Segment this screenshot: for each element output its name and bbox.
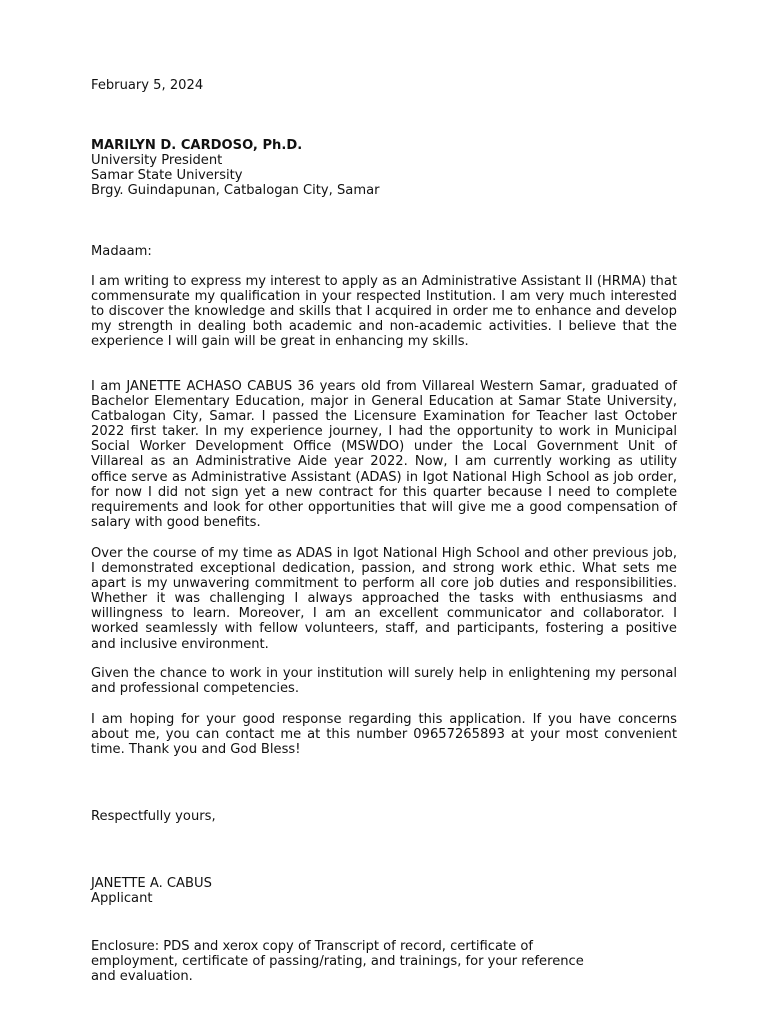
enclosure-line: employment, certificate of passing/rating, and trainings, for your reference [91, 954, 584, 970]
body-paragraph-2: I am JANETTE ACHASO CABUS 36 years old from Villareal Western Samar, graduated of Bachelor Elementary Education, major in General Education at Samar State University, Catbalogan City, Samar. I passed the Licensure Examination for Teacher last October 2022 first taker. In my experience journey, I had the opportunity to work in Municipal Social Worker Development Office (MSWDO) under the Local Government Unit of Villareal as an Administrative Aide year 2022. Now, I am currently working as utility office serve as Administrative Assistant (ADAS) in Igot National High School as job order, for now I did not sign yet a new contract for this quarter because I need to complete requirements and look for other opportunities that will give me a good compensation of salary with good benefits. [91, 379, 677, 530]
letter-date: February 5, 2024 [91, 78, 204, 93]
body-paragraph-1: I am writing to express my interest to apply as an Administrative Assistant II (HRMA) that commensurate my qualification in your respected Institution. I am very much interested to discover the knowledge and skills that I acquired in order me to enhance and develop my strength in dealing both academic and non-academic activities. I believe that the experience I will gain will be great in enhancing my skills. [91, 274, 677, 350]
recipient-block [91, 138, 380, 198]
signer-block [91, 876, 212, 906]
signer-role: Applicant [91, 891, 153, 907]
closing: Respectfully yours, [91, 809, 216, 824]
recipient-address: Brgy. Guindapunan, Catbalogan City, Samar [91, 183, 380, 199]
enclosure-line: Enclosure: PDS and xerox copy of Transcript of record, certificate of [91, 939, 533, 954]
salutation: Madaam: [91, 244, 152, 259]
body-paragraph-3: Over the course of my time as ADAS in Igot National High School and other previous job, I demonstrated exceptional dedication, passion, and strong work ethic. What sets me apart is my unwavering commitment to perform all core job duties and responsibilities. Whether it was challenging I always approached the tasks with enthusiasms and willingness to learn. Moreover, I am an excellent communicator and collaborator. I worked seamlessly with fellow volunteers, staff, and participants, fostering a positive and inclusive environment. [91, 546, 677, 652]
recipient-name: MARILYN D. CARDOSO, Ph.D. [91, 138, 303, 153]
recipient-institution: Samar State University [91, 168, 243, 184]
recipient-title: University President [91, 153, 223, 169]
body-paragraph-4: Given the chance to work in your institution will surely help in enlightening my personal and professional competencies. [91, 666, 677, 697]
enclosure-line: and evaluation. [91, 969, 193, 985]
enclosure-note [91, 939, 677, 984]
signer-name: JANETTE A. CABUS [91, 876, 212, 891]
body-paragraph-5: I am hoping for your good response regarding this application. If you have concerns about me, you can contact me at this number 09657265893 at your most convenient time. Thank you and God Bless! [91, 712, 677, 758]
